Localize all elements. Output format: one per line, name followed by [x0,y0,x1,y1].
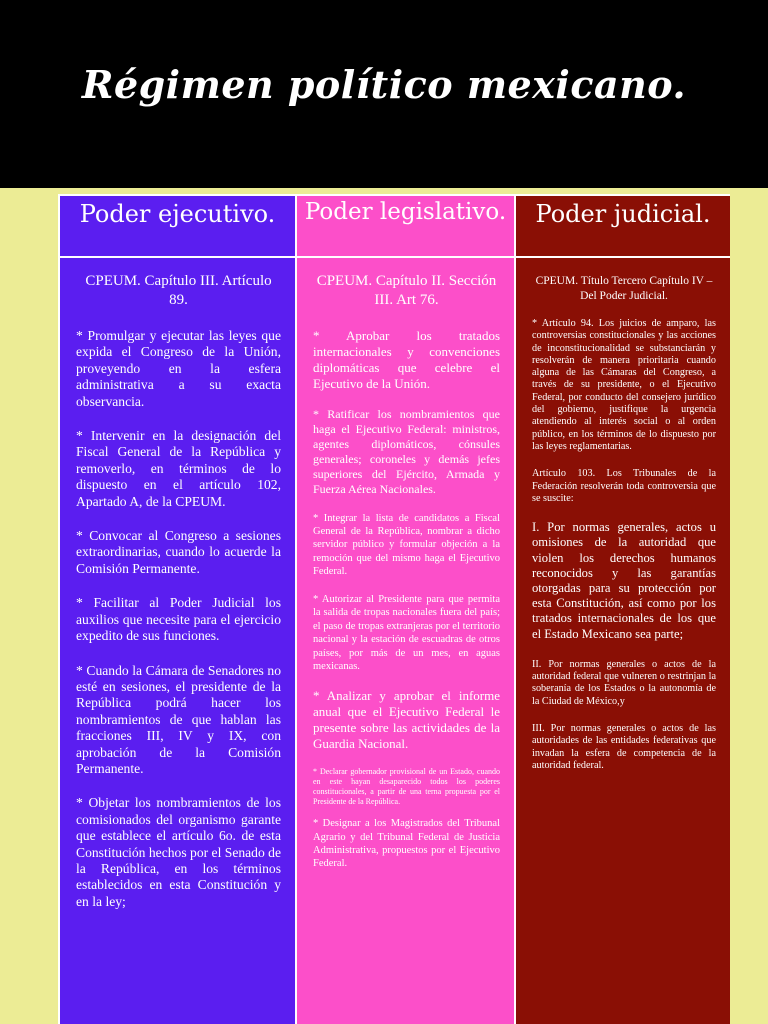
list-item: * Intervenir en la designación del Fiscal General de la República y removerlo, en términos de lo dispuesto en el artículo 102, Apartado A, de la CPEUM. [76,428,281,509]
column-header-judicial: Poder judicial. [516,196,730,258]
list-item: II. Por normas generales o actos de la autoridad federal que vulneren o restrinjan la soberanía de los Estados o la autonomía de la Ciudad de México,y [532,658,716,707]
powers-table [58,194,730,1024]
list-item: * Artículo 94. Los juicios de amparo, las controversias constitucionales y las acciones de inconstitucionalidad se substanciarán y resolverán de manera prioritaria cuando alguna de las Cámaras del Congreso, a través de su presidente, o el Ejecutivo Federal, por conducto del consejero jurídico del gobierno, justifique la urgencia atendiendo al interés social o al orden público, en los términos de lo dispuesto por las leyes reglamentarias. [532,318,716,452]
list-item: * Aprobar los tratados internacionales y convenciones diplomáticas que celebre el Ejecutivo de la Unión. [313,328,500,391]
list-item: III. Por normas generales o actos de las autoridades de las entidades federativas que invadan la esfera de competencia de la autoridad federal. [532,722,716,771]
column-body-executive [60,260,295,1024]
column-judicial [514,196,730,1024]
list-item: * Objetar los nombramientos de los comisionados del organismo garante que establece el artículo 6o. de esta Constitución hechos por el Senado de la República, en los términos establecidos en esta Constitución y en la ley; [76,795,282,909]
list-item: * Cuando la Cámara de Senadores no esté en sesiones, el presidente de la República podrá hacer los nombramientos de que hablan las fracciones III, IV y IX, con aprobación de la Comisión Permanente. [76,662,281,776]
column-header-executive: Poder ejecutivo. [60,196,295,258]
list-item: * Convocar al Congreso a sesiones extraordinarias, cuando lo acuerde la Comisión Permanente. [76,528,281,576]
list-item: * Analizar y aprobar el informe anual que el Ejecutivo Federal le presente sobre las actividades de la Guardia Nacional. [313,688,500,752]
list-item: Artículo 103. Los Tribunales de la Federación resolverán toda controversia que se suscite: [532,468,716,504]
list-item: I. Por normas generales, actos u omisiones de la autoridad que violen los derechos humanos reconocidos y las garantías otorgadas para su protección por esta Constitución, así como por los tratados internacionales de los que el Estado Mexicano sea parte; [532,520,716,641]
column-body-judicial [516,260,730,1024]
column-header-legislative [297,196,514,258]
list-item: * Integrar la lista de candidatos a Fiscal General de la República, nombrar a dicho servidor público y formular objeción a la remoción que del mismo haga el Ejecutivo Federal. [313,513,500,577]
page-title: Régimen político mexicano. [81,62,687,107]
column-header-text: Poder legislativo. [304,199,507,225]
column-executive [60,196,295,1024]
column-subtitle: CPEUM. Capítulo III. Artículo 89. [85,273,272,308]
column-legislative [295,196,514,1024]
list-item: * Promulgar y ejecutar las leyes que expida el Congreso de la Unión, proveyendo en la esfera administrativa a su exacta observancia. [76,328,281,409]
column-subtitle: CPEUM. Capítulo II. Sección III. Art 76. [316,273,497,308]
column-subtitle: CPEUM. Título Tercero Capítulo IV – Del Poder Judicial. [535,275,713,302]
column-body-legislative [297,260,514,1024]
list-item: * Facilitar al Poder Judicial los auxilios que necesite para el ejercicio expedito de sus funciones. [76,595,281,644]
list-item: * Designar a los Magistrados del Tribunal Agrario y del Tribunal Federal de Justicia Administrativa, propuestos por el Ejecutivo Federal. [313,818,500,870]
list-item: * Autorizar al Presidente para que permita la salida de tropas nacionales fuera del país; el paso de tropas extranjeras por el territorio nacional y la estación de escuadras de otros países, por más de un mes, en aguas mexicanas. [313,594,500,673]
list-item: * Ratificar los nombramientos que haga el Ejecutivo Federal: ministros, agentes diplomáticos, cónsules generales; coroneles y demás jefes superiores del Ejército, Armada y Fuerza Aérea Nacionales. [313,407,500,496]
list-item: * Declarar gobernador provisional de un Estado, cuando en este hayan desaparecido todos los poderes constitucionales, a partir de una terna propuesta por el Presidente de la República. [313,767,500,807]
